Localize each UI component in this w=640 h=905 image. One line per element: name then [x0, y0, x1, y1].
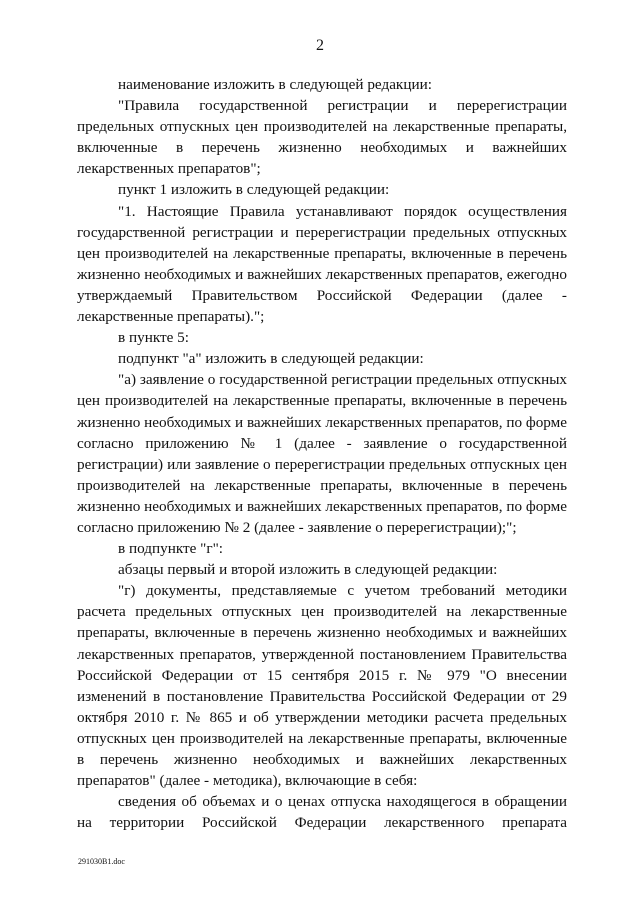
page-number: 2 [316, 37, 324, 54]
paragraph-abzacy-amendment: абзацы первый и второй изложить в следующей редакции: [118, 561, 498, 579]
paragraph-new-title: "Правила государственной регистрации и перерегистрации предельных отпускных цен производителей на лекарственные препараты, включенные в перечень жизненно необходимых и важнейших лекарственных препаратов"; [77, 97, 567, 178]
document-body [77, 74, 567, 833]
paragraph-subpoint-g-text: "г) документы, представляемые с учетом требований методики расчета предельных отпускных цен производителей на лекарственные препараты, включенные в перечень жизненно необходимых и важнейших лекарственных препаратов, утвержденной постановлением Правительства Российской Федерации от 15 сентября 2015 г. № 979 "О внесении изменений в постановление Правительства Российской Федерации от 29 октября 2010 г. № 865 и об утверждении методики расчета предельных отпускных цен производителей на лекарственные препараты, включенные в перечень жизненно необходимых и важнейших лекарственных препаратов" (далее - методика), включающие в себя: [77, 582, 567, 790]
paragraph-subpoint-a-amendment: подпункт "а" изложить в следующей редакции: [118, 350, 424, 368]
paragraph-point-5: в пункте 5: [118, 329, 189, 347]
document-code: 291030В1.doc [78, 857, 125, 866]
paragraph-volumes-prices: сведения об объемах и о ценах отпуска находящегося в обращении на территории Российской Федерации лекарственного препарата [77, 793, 567, 832]
paragraph-subpoint-a-text: "а) заявление о государственной регистрации предельных отпускных цен производителей на лекарственные препараты, включенные в перечень жизненно необходимых и важнейших лекарственных препаратов, по форме согласно приложению № 1 (далее - заявление о государственной регистрации) или заявление о перерегистрации предельных отпускных цен производителей на лекарственные препараты, включенные в перечень жизненно необходимых и важнейших лекарственных препаратов, по форме согласно приложению № 2 (далее - заявление о перерегистрации);"; [77, 371, 567, 536]
paragraph-point-1-text: "1. Настоящие Правила устанавливают порядок осуществления государственной регистрации и перерегистрации предельных отпускных цен производителей на лекарственные препараты, включенные в перечень жизненно необходимых и важнейших лекарственных препаратов, ежегодно утверждаемый Правительством Российской Федерации (далее - лекарственные препараты)."; [77, 202, 567, 326]
paragraph-subpoint-g: в подпункте "г": [118, 540, 224, 558]
paragraph-point-1-amendment: пункт 1 изложить в следующей редакции: [118, 181, 390, 199]
paragraph-title-amendment: наименование изложить в следующей редакции: [118, 76, 432, 93]
